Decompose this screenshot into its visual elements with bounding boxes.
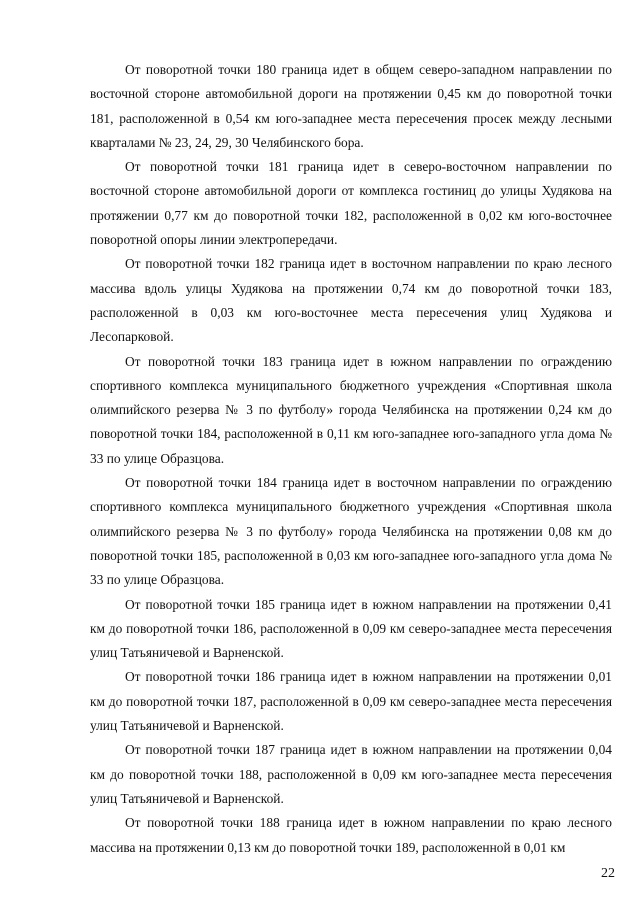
paragraph-point-185: От поворотной точки 185 граница идет в южном направлении на протяжении 0,41 км до поворотной точки 186, расположенной в 0,09 км северо-западнее места пересечения улиц Татьяничевой и Варненской.	[90, 596, 612, 661]
paragraph-point-186: От поворотной точки 186 граница идет в южном направлении на протяжении 0,01 км до поворотной точки 187, расположенной в 0,09 км северо-западнее места пересечения улиц Татьяничевой и Варненской.	[90, 669, 612, 734]
paragraph-point-181: От поворотной точки 181 граница идет в северо-восточном направлении по восточной стороне автомобильной дороги от комплекса гостиниц до улицы Худякова на протяжении 0,77 км до поворотной точки 182, расположенной в 0,02 км юго-восточнее поворотной опоры линии электропередачи.	[90, 159, 612, 248]
document-body	[90, 58, 612, 860]
paragraph-point-184: От поворотной точки 184 граница идет в восточном направлении по ограждению спортивного комплекса муниципального бюджетного учреждения «Спортивная школа олимпийского резерва № 3 по футболу» города Челябинска на протяжении 0,08 км до поворотной точки 185, расположенной в 0,03 км юго-западнее юго-западного угла дома № 33 по улице Образцова.	[90, 475, 612, 588]
paragraph-point-180: От поворотной точки 180 граница идет в общем северо-западном направлении по восточной стороне автомобильной дороги на протяжении 0,45 км до поворотной точки 181, расположенной в 0,54 км юго-западнее места пересечения просек между лесными кварталами № 23, 24, 29, 30 Челябинского бора.	[90, 62, 612, 150]
page-number: 22	[601, 866, 615, 881]
paragraph-point-188: От поворотной точки 188 граница идет в южном направлении по краю лесного массива на протяжении 0,13 км до поворотной точки 189, расположенной в 0,01 км	[90, 815, 612, 855]
paragraph-point-182: От поворотной точки 182 граница идет в восточном направлении по краю лесного массива вдоль улицы Худякова на протяжении 0,74 км до поворотной точки 183, расположенной в 0,03 км юго-восточнее места пересечения улиц Худякова и Лесопарковой.	[90, 256, 612, 345]
paragraph-point-183: От поворотной точки 183 граница идет в южном направлении по ограждению спортивного комплекса муниципального бюджетного учреждения «Спортивная школа олимпийского резерва № 3 по футболу» города Челябинска на протяжении 0,24 км до поворотной точки 184, расположенной в 0,11 км юго-западнее юго-западного угла дома № 33 по улице Образцова.	[90, 353, 612, 466]
paragraph-point-187: От поворотной точки 187 граница идет в южном направлении на протяжении 0,04 км до поворотной точки 188, расположенной в 0,09 км юго-западнее места пересечения улиц Татьяничевой и Варненской.	[90, 742, 612, 806]
